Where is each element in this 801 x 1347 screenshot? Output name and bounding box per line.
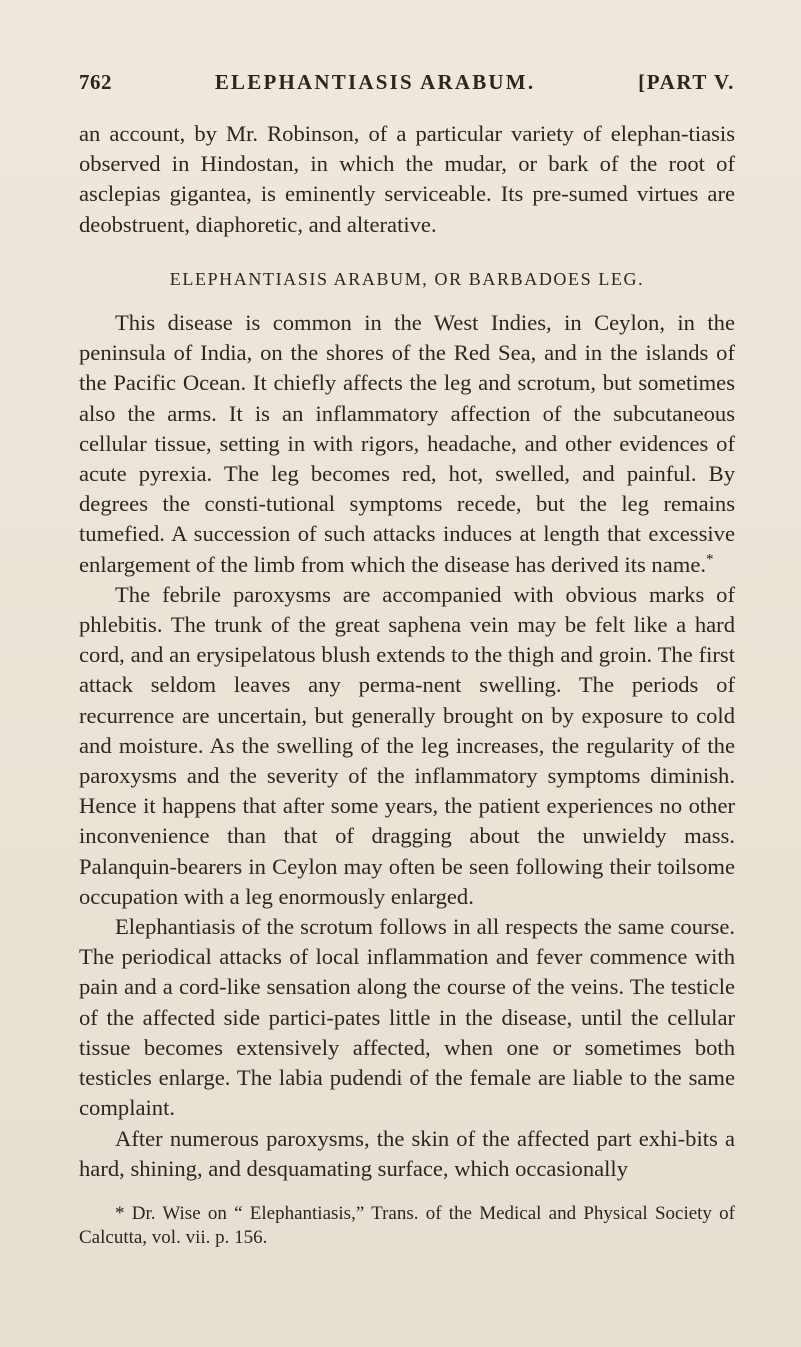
footnote-text: * Dr. Wise on “ Elephantiasis,” Trans. of the Medical and Physical Society of Calcutta, vol. vii. p. 156. bbox=[79, 1202, 735, 1248]
paragraph-intro-text: This disease is common in the West Indies, in Ceylon, in the peninsula of India, on the shores of the Red Sea, and in the islands of the Pacific Ocean. It chiefly affects the leg and scrotum, but sometimes also the arms. It is an inflammatory affection of the subcutaneous cellular tissue, setting in with rigors, headache, and other evidences of acute pyrexia. The leg becomes red, hot, swelled, and painful. By degrees the consti-tutional symptoms recede, but the leg remains tumefied. A succession of such attacks induces at length that excessive enlargement of the limb from which the disease has derived its name. bbox=[79, 310, 735, 577]
footnote-marker: * bbox=[706, 551, 714, 568]
paragraph-continuation: an account, by Mr. Robinson, of a particular variety of elephan-tiasis observed in Hindostan, in which the mudar, or bark of the root of asclepias gigantea, is eminently serviceable. Its pre-sumed virtues are deobstruent, diaphoretic, and alterative. bbox=[79, 121, 735, 237]
running-head bbox=[79, 70, 735, 95]
paragraph-scrotum: Elephantiasis of the scrotum follows in all respects the same course. The periodical attacks of local inflammation and fever commence with pain and a cord-like sensation along the course of the veins. The testicle of the affected side partici-pates little in the disease, until the cellular tissue becomes extensively affected, when one or sometimes both testicles enlarge. The labia pudendi of the female are liable to the same complaint. bbox=[79, 914, 735, 1121]
paragraph-paroxysms: After numerous paroxysms, the skin of the affected part exhi-bits a hard, shining, and desquamating surface, which occasionally bbox=[79, 1125, 735, 1181]
body-text bbox=[79, 119, 735, 1184]
section-heading: ELEPHANTIASIS ARABUM, OR BARBADOES LEG. bbox=[169, 268, 645, 289]
running-head-part: [PART V. bbox=[638, 70, 735, 94]
paragraph-febrile: The febrile paroxysms are accompanied with obvious marks of phlebitis. The trunk of the great saphena vein may be felt like a hard cord, and an erysipelatous blush extends to the thigh and groin. The first attack seldom leaves any perma-nent swelling. The periods of recurrence are uncertain, but generally brought on by exposure to cold and moisture. As the swelling of the leg increases, the regularity of the paroxysms and the severity of the inflammatory symptoms diminish. Hence it happens that after some years, the patient experiences no other inconvenience than that of dragging about the unwieldy mass. Palanquin-bearers in Ceylon may often be seen following their toilsome occupation with a leg enormously enlarged. bbox=[79, 581, 735, 909]
paragraph-intro bbox=[79, 308, 735, 580]
running-head-title: ELEPHANTIASIS ARABUM. bbox=[214, 70, 536, 94]
footnote bbox=[79, 1202, 735, 1250]
page-number: 762 bbox=[79, 70, 112, 94]
